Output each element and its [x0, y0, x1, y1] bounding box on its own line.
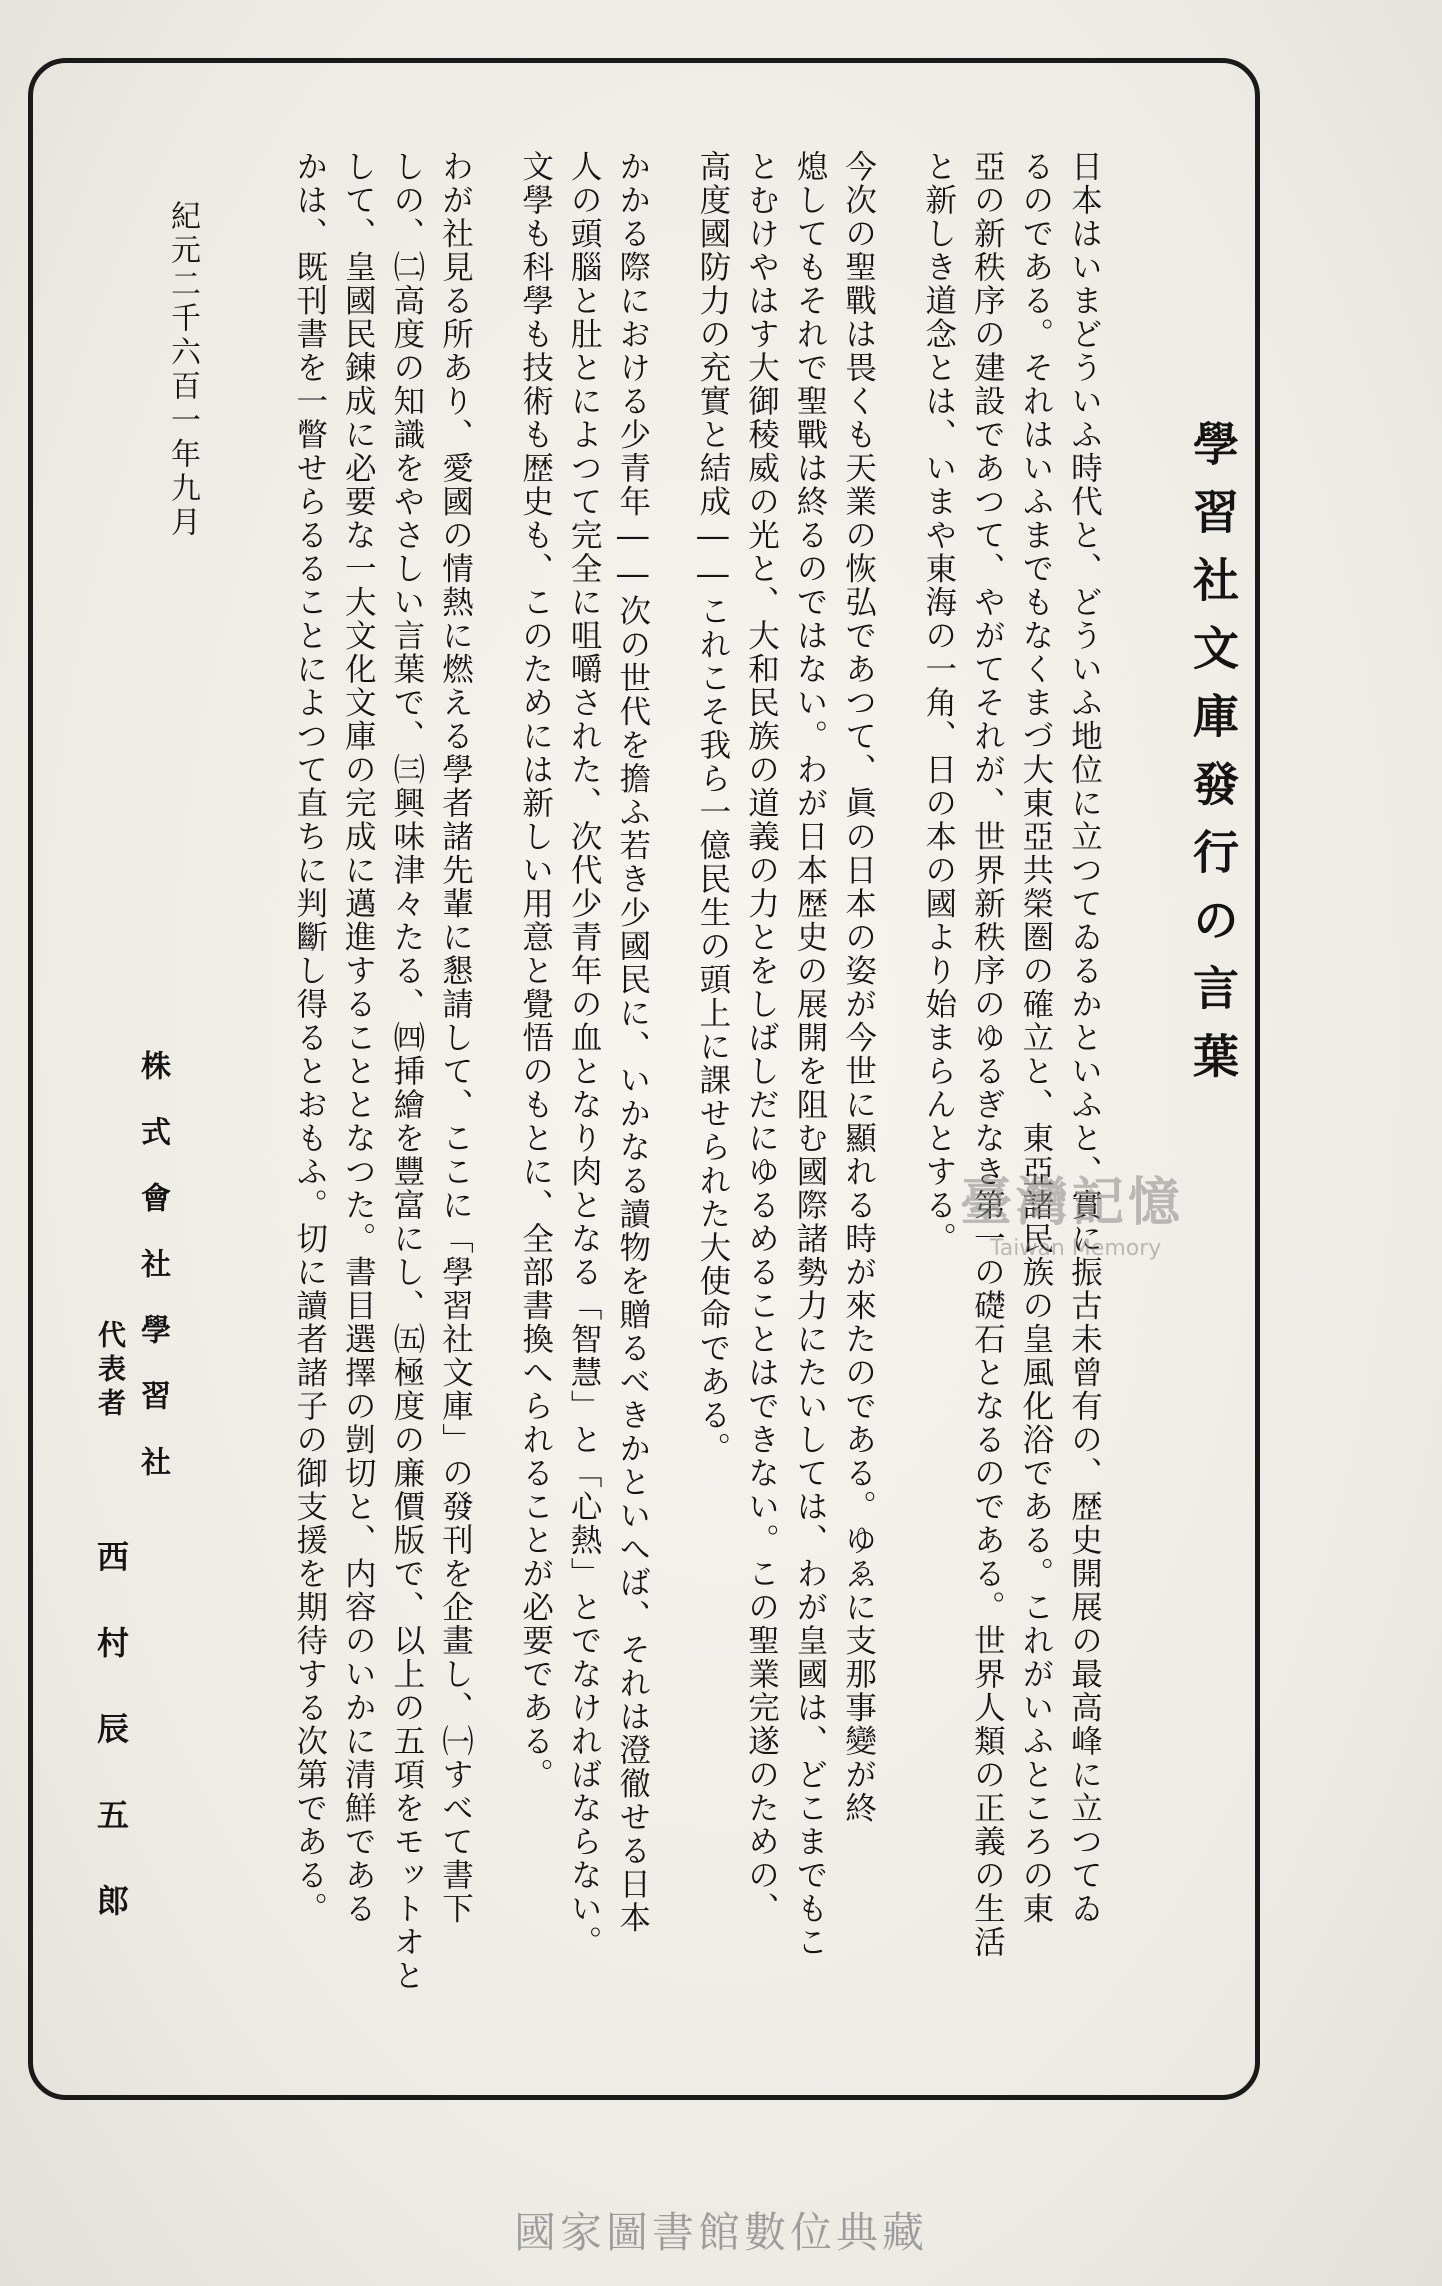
body-column: しの、㈡高度の知識をやさしい言葉で、㈢興味津々たる、㈣挿繪を豐富にし、㈤極度の廉價版で、以上の五項をモットオと	[388, 150, 425, 1993]
body-column: かは、既刊書を一瞥せらるることによつて直ちに判斷し得るとおもふ。切に讀者諸子の御支援を期待する次第である。	[291, 150, 328, 1926]
publication-date: 紀元二千六百一年九月	[165, 200, 200, 540]
body-column: 日本はいまどういふ時代と、どういふ地位に立つてゐるかといふと、實に振古未曾有の、歴史開展の最高峰に立つてゐ	[1066, 150, 1103, 1926]
representative-name: 西村辰五郎	[92, 1540, 130, 1970]
body-text	[240, 150, 1140, 2040]
body-column: 亞の新秩序の建設であつて、やがてそれが、世界新秩序のゆるぎなき第一の礎石となるのである。世界人類の正義の生活	[969, 150, 1006, 1959]
body-column: と新しき道念とは、いまや東海の一角、日の本の國より始まらんとする。	[920, 150, 957, 1256]
body-column: 人の頭腦と肚とによつて完全に咀嚼された、次代少青年の血となり肉となる「智慧」と「心熱」とでなければならない。	[566, 150, 603, 1959]
body-column: るのである。それはいふまでもなくまづ大東亞共榮圏の確立と、東亞諸民族の皇風化浴である。これがいふところの東	[1017, 150, 1054, 1926]
body-column: かかる際における少青年――次の世代を擔ふ若き少國民に、いかなる讀物を贈るべきかといへば、それは澄徹せる日本	[614, 150, 651, 1935]
body-column: とむけやはす大御稜威の光と、大和民族の道義の力とをしばしだにゆるめることはできない。この聖業完遂のための、	[743, 150, 780, 1926]
body-column: 熄してもそれで聖戰は終るのではない。わが日本歴史の展開を阻む國際諸勢力にたいしては、わが皇國は、どこまでもこ	[792, 150, 829, 1959]
body-column: 今次の聖戰は畏くも天業の恢弘であつて、眞の日本の姿が今世に顯れる時が來たのである。ゆゑに支那事變が終	[840, 150, 877, 1825]
watermark-text: 臺灣記憶	[960, 1172, 1185, 1233]
page-title: 學習社文庫發行の言葉	[1186, 420, 1240, 1100]
representative-label: 代表者	[94, 1320, 127, 1422]
watermark-subtext: Taiwan Memory	[990, 1236, 1162, 1261]
body-column: 高度國防力の充實と結成――これこそ我ら一億民生の頭上に課せられた大使命である。	[694, 150, 731, 1466]
watermark-logo	[960, 1160, 1200, 1280]
company-name: 株式會社學習社	[135, 1050, 170, 1512]
body-column: わが社見る所あり、愛國の情熱に燃える學者諸先輩に懇請して、ここに「學習社文庫」の發刊を企畫し、㈠すべて書下	[437, 150, 474, 1926]
body-column: して、皇國民錬成に必要な一大文化文庫の完成に邁進することとなつた。書目選擇の剴切と、内容のいかに清鮮である	[340, 150, 377, 1926]
footer-archive-label: 國家圖書館數位典藏	[513, 2208, 928, 2257]
body-column: 文學も科學も技術も歴史も、このためには新しい用意と覺悟のもとに、全部書換へられることが必要である。	[517, 150, 554, 1792]
